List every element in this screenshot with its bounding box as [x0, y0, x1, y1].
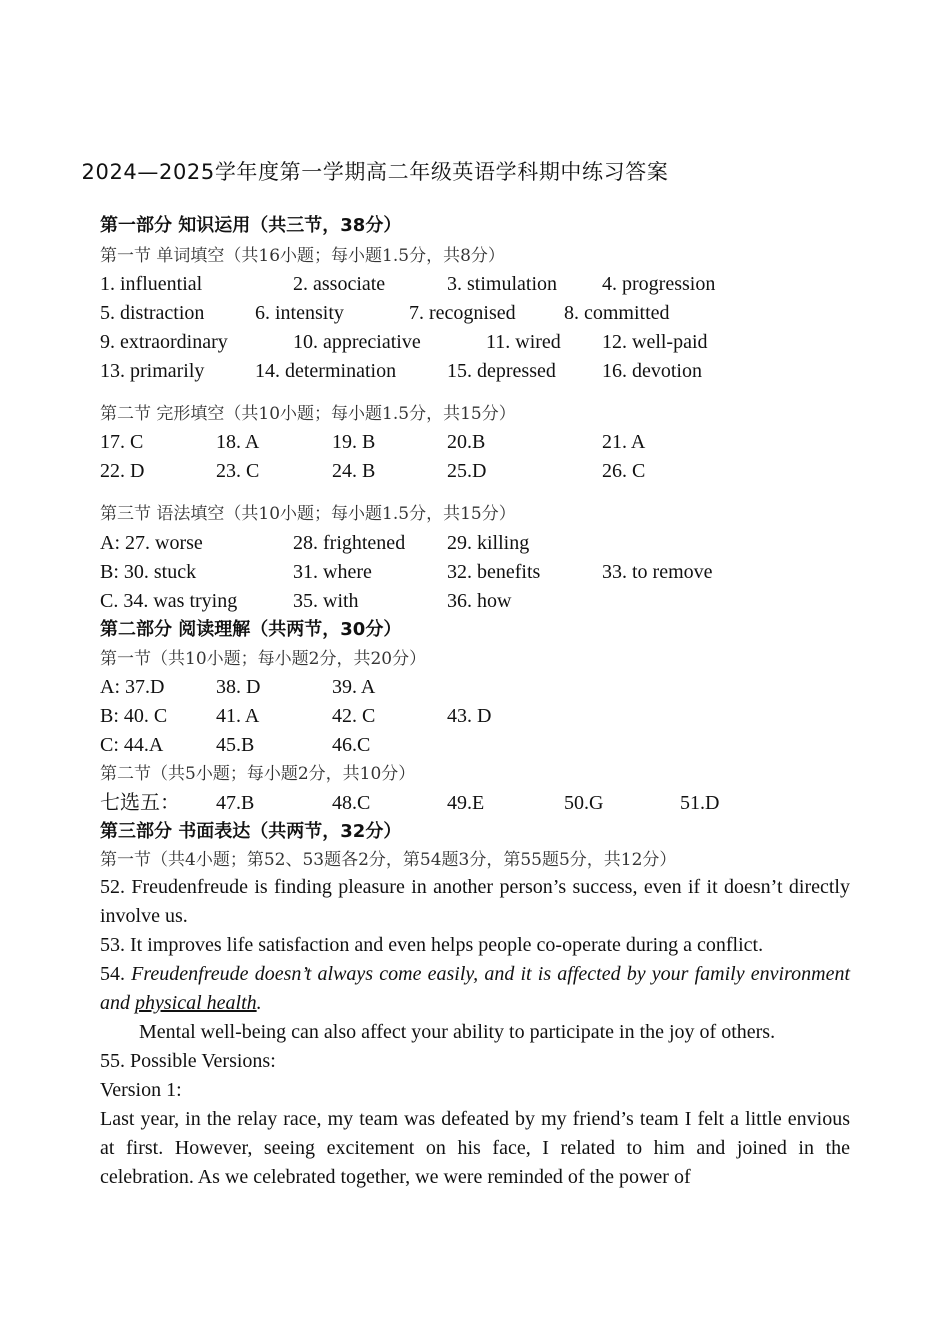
answer-cell: 33. to remove [602, 561, 713, 583]
answer-cell: 25.D [447, 460, 487, 482]
answer-cell: 3. stimulation [447, 273, 557, 295]
answer-cell: 35. with [293, 590, 359, 612]
answer-cell: 46.C [332, 734, 371, 756]
part1-heading: 第一部分 知识运用（共三节，38分） [100, 215, 402, 236]
part1-sec3-heading: 第三节 语法填空（共10小题；每小题1.5分，共15分） [100, 504, 516, 524]
answer-cell: 50.G [564, 792, 604, 814]
answer-cell: 16. devotion [602, 360, 702, 382]
answer-row [100, 429, 850, 455]
answer-row [100, 790, 850, 816]
answer-cell: 9. extraordinary [100, 331, 228, 353]
answer-cell: 48.C [332, 792, 371, 814]
answer-cell: 19. B [332, 431, 376, 453]
answer-cell: 1. influential [100, 273, 203, 295]
answer-cell: 41. A [216, 705, 260, 727]
title: 2024—2025学年度第一学期高二年级英语学科期中练习答案 [81, 160, 669, 184]
part3-heading: 第三部分 书面表达（共两节，32分） [100, 821, 402, 842]
version1-label: Version 1: [100, 1079, 182, 1101]
answer-cell: 8. committed [564, 302, 670, 324]
answer-cell: B: 40. C [100, 705, 168, 727]
answer-cell: 29. killing [447, 532, 530, 554]
answer-cell: A: 27. worse [100, 532, 203, 554]
answer-cell: 45.B [216, 734, 255, 756]
part2-sec2-heading: 第二节（共5小题；每小题2分，共10分） [100, 764, 416, 784]
part2-heading: 第二部分 阅读理解（共两节，30分） [100, 619, 402, 640]
answer-cell: B: 30. stuck [100, 561, 197, 583]
answer-cell: 21. A [602, 431, 646, 453]
answer-cell: 43. D [447, 705, 492, 727]
answer-54-italic: Freudenfreude doesn’t always come easily, and it is affected by your family environment and [100, 963, 850, 1014]
answer-cell: 32. benefits [447, 561, 541, 583]
answer-cell: 31. where [293, 561, 372, 583]
answer-cell: 15. depressed [447, 360, 556, 382]
answer-cell: 20.B [447, 431, 486, 453]
answer-cell: 24. B [332, 460, 376, 482]
answer-cell: 39. A [332, 676, 376, 698]
answer-54 [100, 960, 850, 1018]
answer-54-underlined: physical health [135, 992, 257, 1014]
answer-52: 52. Freudenfreude is finding pleasure in another person’s success, even if it doesn’t directly involve us. [100, 876, 850, 927]
answer-row [100, 530, 850, 556]
answer-row [100, 300, 850, 326]
answer-cell: 2. associate [293, 273, 386, 295]
answer-cell: 36. how [447, 590, 512, 612]
answer-cell: 7. recognised [409, 302, 516, 324]
answer-cell: 38. D [216, 676, 261, 698]
answer-cell: 22. D [100, 460, 145, 482]
part1-sec1-heading: 第一节 单词填空（共16小题；每小题1.5分，共8分） [100, 246, 505, 266]
answer-53: 53. It improves life satisfaction and even helps people co-operate during a conflict. [100, 934, 764, 956]
answer-row [100, 358, 850, 384]
part3-sec1-heading: 第一节（共4小题；第52、53题各2分，第54题3分，第55题5分，共12分） [100, 850, 677, 870]
answer-cell: 七选五： [100, 792, 180, 814]
answer-cell: C: 44.A [100, 734, 164, 756]
answer-cell: 10. appreciative [293, 331, 421, 353]
version1-text: Last year, in the relay race, my team was defeated by my friend’s team I felt a little envious at first. However, seeing excitement on his face, I related to him and joined in the celebration. As we celebrated together, we were reminded of the power of [100, 1108, 850, 1188]
answer-cell: 18. A [216, 431, 260, 453]
answer-cell: C. 34. was trying [100, 590, 238, 612]
answer-cell: 4. progression [602, 273, 716, 295]
answer-row [100, 329, 850, 355]
part2-sec1-heading: 第一节（共10小题；每小题2分，共20分） [100, 649, 427, 669]
answer-cell: 28. frightened [293, 532, 406, 554]
answer-cell: 14. determination [255, 360, 397, 382]
answer-cell: 51.D [680, 792, 720, 814]
answer-cell: 12. well-paid [602, 331, 708, 353]
answer-cell: 26. C [602, 460, 646, 482]
answer-54-number: 54. [100, 963, 132, 985]
answer-row [100, 458, 850, 484]
answer-cell: 6. intensity [255, 302, 344, 324]
answer-cell: 5. distraction [100, 302, 205, 324]
answer-54-line2: Mental well-being can also affect your ability to participate in the joy of others. [139, 1021, 776, 1043]
answer-cell: 49.E [447, 792, 485, 814]
answer-cell: 42. C [332, 705, 376, 727]
answer-cell: 23. C [216, 460, 260, 482]
answer-row [100, 588, 850, 614]
answer-row [100, 674, 850, 700]
answer-row [100, 732, 850, 758]
part1-sec2-heading: 第二节 完形填空（共10小题；每小题1.5分，共15分） [100, 404, 516, 424]
answer-cell: 17. C [100, 431, 144, 453]
answer-row [100, 703, 850, 729]
answer-cell: 11. wired [486, 331, 561, 353]
answer-cell: A: 37.D [100, 676, 165, 698]
answer-55: 55. Possible Versions: [100, 1050, 276, 1072]
answer-row [100, 271, 850, 297]
answer-54-end: . [256, 992, 262, 1014]
answer-row [100, 559, 850, 585]
answer-cell: 47.B [216, 792, 255, 814]
answer-cell: 13. primarily [100, 360, 205, 382]
